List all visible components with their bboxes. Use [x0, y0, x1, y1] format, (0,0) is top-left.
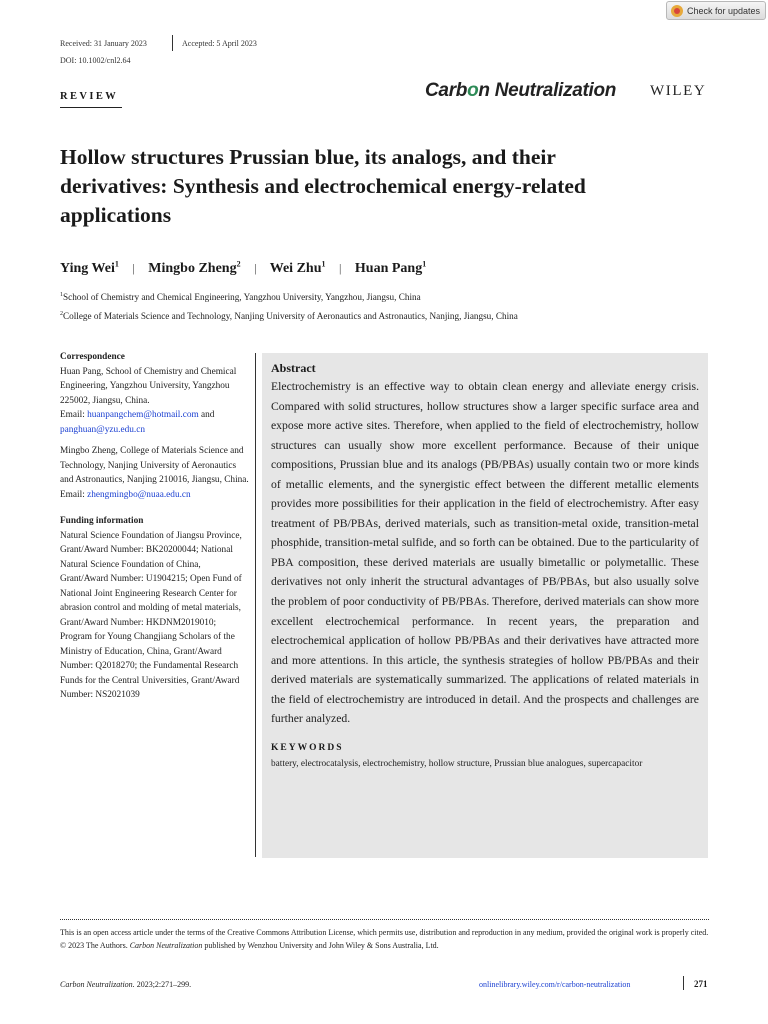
- citation: Carbon Neutralization. 2023;2:271–299.: [60, 980, 192, 989]
- sidebar-info: [60, 350, 250, 703]
- section-label: REVIEW: [60, 91, 119, 102]
- abstract-heading: Abstract: [271, 361, 316, 375]
- abstract-text: Electrochemistry is an effective way to obtain clean energy and alleviate energy crisis. Compared with solid structures, hollow structures show a larger specific surface area and expose more active sites. Therefore, when applied to the field of electrochemistry, hollow structures can usually show more excellent performance. Because of their unique compositions, Prussian blue and its analogs (PB/PBAs) usually contain two or more kinds of metallic elements, and the synergistic effect between the different metallic elements provides more possibilities for their application in the field of electrochemistry. After easy treatment of PB/PBAs, derived materials, such as transition-metal oxide, transition-metal phosphide, transition-metal sulfide, and so forth can be obtained. Due to the particularity of PBA composition, these derived materials are usually bimetallic or polymetallic. These derivatives not only inherit the structural advantages of PB/PBAs, but also usually solve the problem of poor conductivity of PB/PBAs. Therefore, derived materials can show more excellent electrochemical performance. In recent years, the preparation and electrochemical application of hollow PB/PBAs and their derivatives have attracted more and more attentions. In this article, the synthesis strategies of hollow PB/PBAs and their derived materials are systematically summarized. The applications of related materials in the field of electrochemistry are introduced in detail. And the prospects and challenges are further analyzed.: [271, 380, 699, 726]
- page-number: 271: [694, 979, 708, 989]
- correspondence-heading: Correspondence: [60, 352, 125, 362]
- correspondence-email: Email: zhengmingbo@nuaa.edu.cn: [60, 489, 191, 500]
- journal-logo: [425, 80, 616, 102]
- column-divider: [255, 353, 256, 857]
- author-separator: |: [338, 260, 342, 275]
- email-link[interactable]: panghuan@yzu.edu.cn: [60, 424, 145, 435]
- license-text: This is an open access article under the terms of the Creative Commons Attribution License, which permits use, distribution and reproduction in any medium, provided the original work is properly cited.: [60, 928, 709, 937]
- author-separator: |: [132, 260, 135, 275]
- email-link[interactable]: huanpangchem@hotmail.com: [87, 410, 199, 420]
- funding-text: Natural Science Foundation of Jiangsu Province, Grant/Award Number: BK20200044; National Natural Science Foundation of China, Grant/Award Number: U1904215; Open Fund of National Joint Engineering Research Center for abrasion control and molding of metal materials, Grant/Award Number: HKDNM2019010; Program for Young Changjiang Scholars of the Ministry of Education, China, Grant/Award Number: Q2018270; the Fundamental Research Funds for the Central Universities, Grant/Award Number: NS2021039: [60, 530, 242, 700]
- author-list: [60, 259, 426, 277]
- correspondence-entry: Mingbo Zheng, College of Materials Science and Technology, Nanjing University of Aeronautics and Astronautics, Nanjing 210016, Jiangsu, China.: [60, 446, 249, 485]
- journal-logo-o: o: [467, 80, 479, 101]
- article-title: Hollow structures Prussian blue, its analogs, and their derivatives: Synthesis and electrochemical energy-related applications: [60, 145, 586, 227]
- author: Mingbo Zheng$^2$: [148, 259, 241, 276]
- affiliation: $^1$School of Chemistry and Chemical Engineering, Yangzhou University, Yangzhou, Jiangsu, China: [60, 292, 421, 303]
- journal-link[interactable]: onlinelibrary.wiley.com/r/carbon-neutralization: [479, 980, 631, 989]
- email-link[interactable]: zhengmingbo@nuaa.edu.cn: [87, 489, 191, 500]
- abstract-box: [262, 353, 708, 858]
- doi: DOI: 10.1002/cnl2.64: [60, 56, 131, 65]
- received-date: Received: 31 January 2023: [60, 39, 147, 48]
- check-for-updates-button[interactable]: [666, 1, 766, 20]
- copyright-text: © 2023 The Authors. Carbon Neutralization published by Wenzhou University and John Wiley & Sons Australia, Ltd.: [60, 940, 439, 950]
- license-footer: [60, 927, 710, 952]
- journal-logo-part1: Carb: [425, 80, 468, 101]
- header-divider: [172, 35, 173, 51]
- footer-divider: [60, 919, 709, 920]
- publisher-logo: WILEY: [650, 83, 707, 99]
- section-underline: [60, 107, 122, 108]
- check-for-updates-label: Check for updates: [687, 5, 761, 16]
- affiliation: $^2$College of Materials Science and Technology, Nanjing University of Aeronautics and Astronautics, Nanjing, Jiangsu, China: [60, 311, 518, 322]
- keywords-text: battery, electrocatalysis, electrochemistry, hollow structure, Prussian blue analogues, supercapacitor: [271, 758, 643, 769]
- author: Ying Wei$^1$: [60, 259, 119, 276]
- author: Huan Pang$^1$: [354, 259, 427, 276]
- author: Wei Zhu$^1$: [269, 259, 326, 276]
- accepted-date: Accepted: 5 April 2023: [182, 39, 257, 48]
- footer-separator: [683, 976, 684, 990]
- author-separator: |: [254, 260, 257, 275]
- funding-heading: Funding information: [60, 516, 144, 526]
- correspondence-entry: Huan Pang, School of Chemistry and Chemical Engineering, Yangzhou University, Yangzhou 225002, Jiangsu, China.: [60, 366, 237, 406]
- crossmark-icon: [671, 5, 683, 17]
- correspondence-email: Email: huanpangchem@hotmail.com and panghuan@yzu.edu.cn: [60, 410, 215, 435]
- journal-logo-part2: n Neutralization: [478, 80, 617, 101]
- keywords-heading: KEYWORDS: [271, 742, 344, 753]
